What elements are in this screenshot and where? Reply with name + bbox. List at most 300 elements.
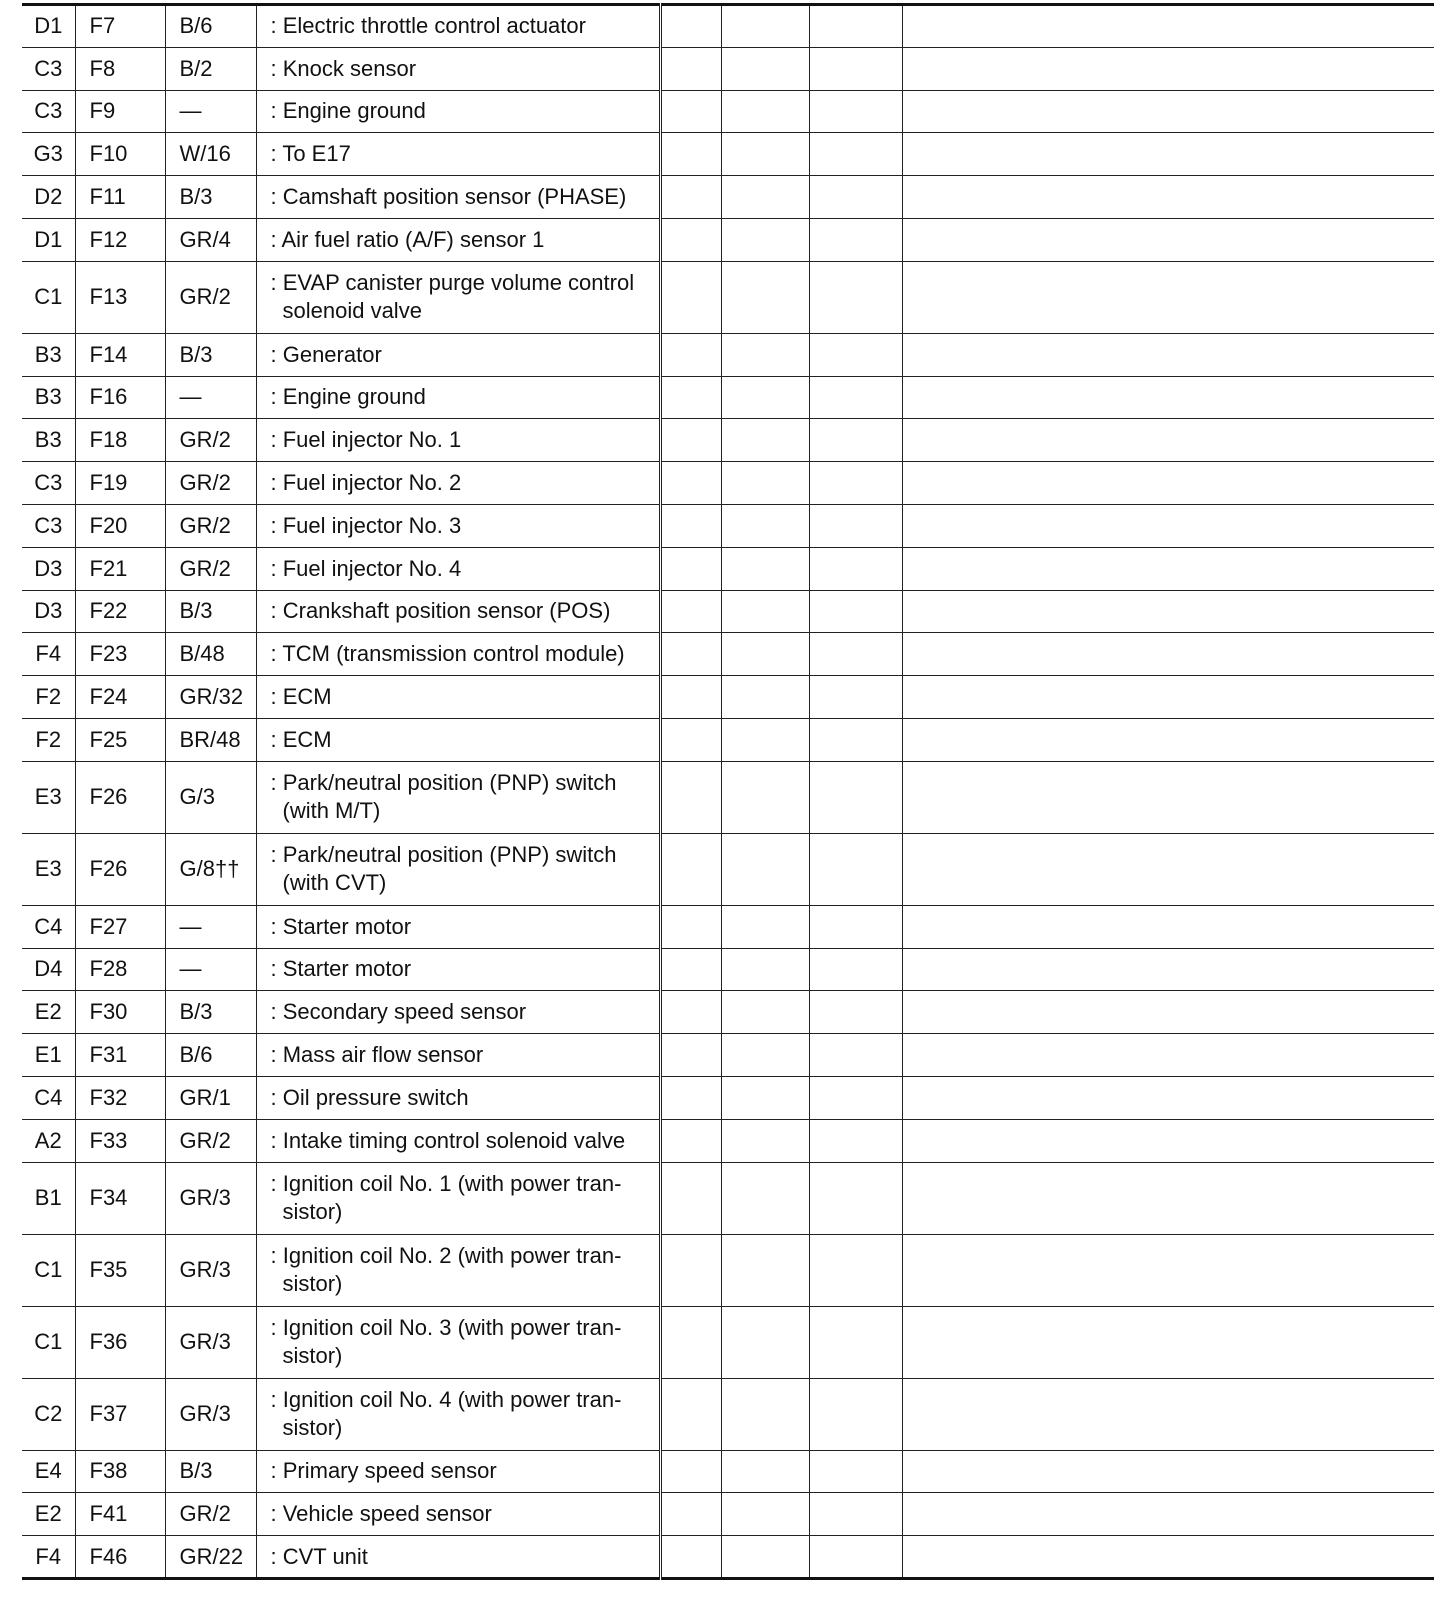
empty-cell [721,633,809,676]
connector-number-cell: F13 [75,261,165,333]
empty-cell [902,47,1434,90]
connector-color-cell: B/3 [165,1450,256,1493]
empty-cell [902,1378,1434,1450]
empty-cell [721,761,809,833]
table-row [22,761,1434,833]
connector-number-cell: F27 [75,905,165,948]
empty-cell [809,1493,902,1536]
empty-cell [660,833,721,905]
connector-description: : Ignition coil No. 2 (with power tran- sistor) [270,1243,622,1297]
connector-description: : Crankshaft position sensor (POS) [270,598,611,624]
empty-cell [809,1162,902,1234]
connector-description: : Fuel injector No. 2 [270,470,462,496]
connector-description: : Air fuel ratio (A/F) sensor 1 [270,226,545,252]
connector-number-cell: F36 [75,1306,165,1378]
connector-description-cell [256,718,660,761]
connector-description: : Engine ground [270,384,426,410]
grid-ref-cell: G3 [22,133,75,176]
connector-number-cell: F9 [75,90,165,133]
empty-cell [721,1076,809,1119]
grid-ref-cell: D4 [22,948,75,991]
grid-ref-cell: E2 [22,991,75,1034]
connector-description-cell [256,333,660,376]
grid-ref-cell: E4 [22,1450,75,1493]
connector-description-cell [256,633,660,676]
connector-number-cell: F46 [75,1536,165,1579]
connector-description: : Park/neutral position (PNP) switch (with M/T) [270,770,617,824]
empty-cell [902,5,1434,48]
empty-cell [721,333,809,376]
connector-color-cell: W/16 [165,133,256,176]
empty-cell [660,133,721,176]
empty-cell [721,676,809,719]
empty-cell [721,833,809,905]
empty-cell [902,376,1434,419]
empty-cell [902,633,1434,676]
empty-cell [809,905,902,948]
connector-number-cell: F12 [75,218,165,261]
empty-cell [902,833,1434,905]
empty-cell [660,905,721,948]
table-row [22,504,1434,547]
connector-description-cell [256,176,660,219]
grid-ref-cell: C2 [22,1378,75,1450]
empty-cell [660,718,721,761]
connector-number-cell: F26 [75,833,165,905]
empty-cell [660,1162,721,1234]
connector-description: : Ignition coil No. 1 (with power tran- sistor) [270,1171,622,1225]
empty-cell [660,218,721,261]
empty-cell [721,1162,809,1234]
connector-color-cell: B/6 [165,5,256,48]
connector-color-cell: — [165,376,256,419]
empty-cell [809,547,902,590]
empty-cell [721,47,809,90]
connector-number-cell: F19 [75,462,165,505]
grid-ref-cell: F2 [22,718,75,761]
connector-description-cell [256,218,660,261]
empty-cell [660,5,721,48]
empty-cell [660,1306,721,1378]
empty-cell [721,1450,809,1493]
grid-ref-cell: C3 [22,462,75,505]
table-row [22,376,1434,419]
connector-description: : EVAP canister purge volume control solenoid valve [270,270,635,324]
connector-description: : Fuel injector No. 3 [270,512,462,538]
empty-cell [660,419,721,462]
connector-color-cell: B/2 [165,47,256,90]
connector-description: : Park/neutral position (PNP) switch (with CVT) [270,842,617,896]
empty-cell [809,5,902,48]
connector-number-cell: F22 [75,590,165,633]
empty-cell [809,1076,902,1119]
empty-cell [902,1034,1434,1077]
connector-number-cell: F31 [75,1034,165,1077]
empty-cell [660,590,721,633]
connector-number-cell: F18 [75,419,165,462]
grid-ref-cell: D1 [22,5,75,48]
empty-cell [809,718,902,761]
grid-ref-cell: B1 [22,1162,75,1234]
empty-cell [809,1306,902,1378]
connector-description-cell [256,47,660,90]
table-row [22,333,1434,376]
empty-cell [721,376,809,419]
connector-description: : Oil pressure switch [270,1084,469,1110]
empty-cell [660,90,721,133]
connector-color-cell: — [165,905,256,948]
empty-cell [809,761,902,833]
connector-description: : Knock sensor [270,55,417,81]
empty-cell [902,1076,1434,1119]
connector-description: : ECM [270,684,332,710]
empty-cell [902,218,1434,261]
table-row [22,1076,1434,1119]
empty-cell [660,1034,721,1077]
table-row [22,1234,1434,1306]
connector-description: : Starter motor [270,913,412,939]
empty-cell [660,333,721,376]
empty-cell [721,1378,809,1450]
empty-cell [902,1536,1434,1579]
empty-cell [809,833,902,905]
connector-description: : Fuel injector No. 1 [270,427,462,453]
empty-cell [660,462,721,505]
connector-color-cell: GR/22 [165,1536,256,1579]
connector-description-cell [256,905,660,948]
connector-number-cell: F23 [75,633,165,676]
connector-description: : Ignition coil No. 4 (with power tran- sistor) [270,1387,622,1441]
empty-cell [809,90,902,133]
connector-color-cell: GR/2 [165,419,256,462]
connector-description-cell [256,462,660,505]
empty-cell [809,333,902,376]
connector-number-cell: F16 [75,376,165,419]
empty-cell [660,1536,721,1579]
connector-color-cell: — [165,948,256,991]
connector-color-cell: B/3 [165,176,256,219]
empty-cell [660,1450,721,1493]
table-body [22,5,1434,1579]
empty-cell [902,948,1434,991]
connector-number-cell: F7 [75,5,165,48]
connector-description: : Electric throttle control actuator [270,13,586,39]
connector-color-cell: GR/3 [165,1378,256,1450]
table-row [22,218,1434,261]
empty-cell [660,761,721,833]
grid-ref-cell: C1 [22,1306,75,1378]
empty-cell [902,90,1434,133]
connector-color-cell: B/3 [165,333,256,376]
table-row [22,1034,1434,1077]
empty-cell [721,261,809,333]
table-row [22,676,1434,719]
empty-cell [902,1306,1434,1378]
connector-color-cell: GR/2 [165,462,256,505]
empty-cell [721,1306,809,1378]
empty-cell [809,376,902,419]
empty-cell [809,1450,902,1493]
connector-description-cell [256,590,660,633]
empty-cell [902,419,1434,462]
table-row [22,590,1434,633]
empty-cell [902,333,1434,376]
connector-number-cell: F8 [75,47,165,90]
connector-description: : Mass air flow sensor [270,1042,484,1068]
empty-cell [721,176,809,219]
table-row [22,419,1434,462]
grid-ref-cell: D1 [22,218,75,261]
empty-cell [902,1234,1434,1306]
empty-cell [721,991,809,1034]
grid-ref-cell: C3 [22,504,75,547]
connector-table [22,3,1434,1580]
empty-cell [809,218,902,261]
empty-cell [809,176,902,219]
connector-color-cell: GR/3 [165,1234,256,1306]
table-row [22,133,1434,176]
grid-ref-cell: C3 [22,47,75,90]
table-row [22,47,1434,90]
connector-number-cell: F41 [75,1493,165,1536]
empty-cell [902,504,1434,547]
empty-cell [902,547,1434,590]
connector-number-cell: F35 [75,1234,165,1306]
connector-description: : Camshaft position sensor (PHASE) [270,184,627,210]
empty-cell [721,90,809,133]
grid-ref-cell: C4 [22,1076,75,1119]
connector-description-cell [256,1378,660,1450]
connector-description-cell [256,833,660,905]
connector-number-cell: F28 [75,948,165,991]
connector-number-cell: F32 [75,1076,165,1119]
connector-description: : Fuel injector No. 4 [270,555,462,581]
empty-cell [660,991,721,1034]
grid-ref-cell: A2 [22,1119,75,1162]
empty-cell [902,1450,1434,1493]
table-row [22,1450,1434,1493]
empty-cell [809,47,902,90]
table-row [22,547,1434,590]
empty-cell [660,376,721,419]
table-row [22,1493,1434,1536]
empty-cell [809,633,902,676]
connector-color-cell: BR/48 [165,718,256,761]
empty-cell [902,176,1434,219]
connector-number-cell: F38 [75,1450,165,1493]
empty-cell [660,504,721,547]
empty-cell [809,504,902,547]
empty-cell [721,419,809,462]
grid-ref-cell: C4 [22,905,75,948]
grid-ref-cell: B3 [22,333,75,376]
table-row [22,1119,1434,1162]
grid-ref-cell: F4 [22,633,75,676]
connector-number-cell: F10 [75,133,165,176]
grid-ref-cell: F4 [22,1536,75,1579]
empty-cell [721,1119,809,1162]
connector-color-cell: GR/4 [165,218,256,261]
empty-cell [809,1234,902,1306]
grid-ref-cell: C1 [22,1234,75,1306]
connector-color-cell: B/48 [165,633,256,676]
empty-cell [902,590,1434,633]
empty-cell [721,547,809,590]
grid-ref-cell: C3 [22,90,75,133]
empty-cell [660,176,721,219]
empty-cell [902,905,1434,948]
connector-number-cell: F30 [75,991,165,1034]
connector-color-cell: G/3 [165,761,256,833]
connector-description-cell [256,261,660,333]
connector-description-cell [256,133,660,176]
grid-ref-cell: E3 [22,761,75,833]
connector-description: : Intake timing control solenoid valve [270,1127,626,1153]
connector-color-cell: GR/1 [165,1076,256,1119]
empty-cell [809,133,902,176]
connector-number-cell: F26 [75,761,165,833]
empty-cell [721,504,809,547]
empty-cell [660,1493,721,1536]
empty-cell [902,1162,1434,1234]
connector-number-cell: F34 [75,1162,165,1234]
empty-cell [902,991,1434,1034]
connector-description-cell [256,547,660,590]
table-row [22,991,1434,1034]
empty-cell [809,948,902,991]
connector-color-cell: B/6 [165,1034,256,1077]
connector-number-cell: F11 [75,176,165,219]
connector-color-cell: GR/2 [165,1493,256,1536]
table-row [22,462,1434,505]
empty-cell [809,590,902,633]
connector-description-cell [256,991,660,1034]
connector-description-cell [256,948,660,991]
connector-description-cell [256,1119,660,1162]
empty-cell [660,633,721,676]
grid-ref-cell: D3 [22,590,75,633]
empty-cell [721,462,809,505]
grid-ref-cell: B3 [22,376,75,419]
connector-description-cell [256,419,660,462]
grid-ref-cell: D2 [22,176,75,219]
connector-number-cell: F24 [75,676,165,719]
empty-cell [809,1034,902,1077]
table-row [22,176,1434,219]
table-row [22,1536,1434,1579]
table-row [22,833,1434,905]
connector-number-cell: F21 [75,547,165,590]
connector-description: : Primary speed sensor [270,1458,497,1484]
connector-description-cell [256,1162,660,1234]
connector-color-cell: GR/2 [165,547,256,590]
table-row [22,1162,1434,1234]
empty-cell [902,1119,1434,1162]
table-row [22,948,1434,991]
empty-cell [721,1034,809,1077]
empty-cell [902,261,1434,333]
connector-description: : Secondary speed sensor [270,999,527,1025]
empty-cell [902,133,1434,176]
connector-description: : Generator [270,341,382,367]
empty-cell [660,261,721,333]
empty-cell [721,1234,809,1306]
empty-cell [660,47,721,90]
table-row [22,90,1434,133]
grid-ref-cell: C1 [22,261,75,333]
empty-cell [809,676,902,719]
connector-color-cell: B/3 [165,991,256,1034]
grid-ref-cell: F2 [22,676,75,719]
empty-cell [721,5,809,48]
empty-cell [660,1234,721,1306]
connector-description: : TCM (transmission control module) [270,641,625,667]
connector-description-cell [256,1234,660,1306]
connector-color-cell: G/8†† [165,833,256,905]
empty-cell [721,1493,809,1536]
connector-description-cell [256,1536,660,1579]
empty-cell [660,1119,721,1162]
connector-color-cell: GR/3 [165,1162,256,1234]
empty-cell [809,419,902,462]
empty-cell [660,948,721,991]
grid-ref-cell: E1 [22,1034,75,1077]
table-row [22,1306,1434,1378]
empty-cell [809,1378,902,1450]
empty-cell [809,462,902,505]
empty-cell [721,905,809,948]
empty-cell [902,462,1434,505]
connector-color-cell: B/3 [165,590,256,633]
connector-description-cell [256,1034,660,1077]
table-row [22,1378,1434,1450]
connector-number-cell: F20 [75,504,165,547]
connector-color-cell: GR/32 [165,676,256,719]
empty-cell [660,676,721,719]
grid-ref-cell: B3 [22,419,75,462]
grid-ref-cell: D3 [22,547,75,590]
connector-description: : Engine ground [270,98,426,124]
empty-cell [660,1076,721,1119]
empty-cell [902,718,1434,761]
connector-number-cell: F33 [75,1119,165,1162]
empty-cell [721,218,809,261]
table-row [22,5,1434,48]
connector-description-cell [256,90,660,133]
connector-number-cell: F37 [75,1378,165,1450]
empty-cell [902,1493,1434,1536]
connector-color-cell: GR/2 [165,1119,256,1162]
connector-description-cell [256,1450,660,1493]
empty-cell [660,547,721,590]
connector-color-cell: GR/3 [165,1306,256,1378]
grid-ref-cell: E3 [22,833,75,905]
connector-description: : ECM [270,726,332,752]
connector-number-cell: F14 [75,333,165,376]
connector-color-cell: GR/2 [165,504,256,547]
connector-description: : Starter motor [270,956,412,982]
connector-description: : Ignition coil No. 3 (with power tran- sistor) [270,1315,622,1369]
connector-description-cell [256,504,660,547]
empty-cell [809,991,902,1034]
empty-cell [809,1536,902,1579]
connector-description-cell [256,376,660,419]
empty-cell [721,133,809,176]
empty-cell [902,676,1434,719]
empty-cell [902,761,1434,833]
table-row [22,905,1434,948]
connector-color-cell: GR/2 [165,261,256,333]
